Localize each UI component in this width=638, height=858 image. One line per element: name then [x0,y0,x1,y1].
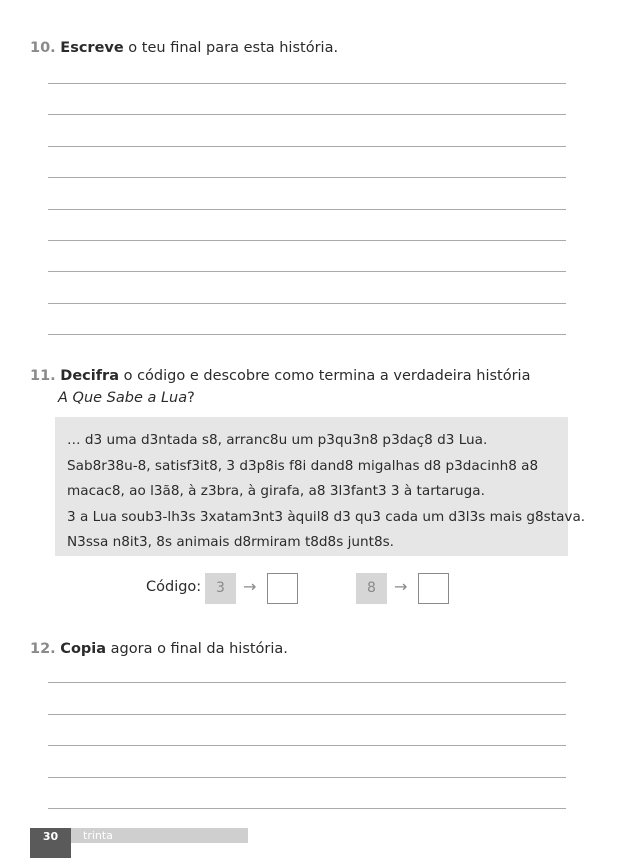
question-number: 10. [30,40,56,56]
book-title: A Que Sabe a Lua [58,390,188,406]
question-number: 11. [30,368,56,384]
book-title-line [30,387,530,409]
decoded-letter-box[interactable] [418,573,449,604]
question-10 [30,37,338,59]
page-number-word: trinta [71,828,248,843]
decoded-letter-box[interactable] [267,573,298,604]
writing-line[interactable] [48,146,566,147]
book-title-suffix: ? [187,390,195,406]
writing-line[interactable] [48,714,566,715]
question-text: o código e descobre como termina a verdadeira história [118,368,531,384]
coded-line: Sab8r38u-8, satisf3it8, 3 d3p8is f8i dand8 migalhas d8 p3dacinh8 a8 [67,457,539,474]
writing-line[interactable] [48,682,566,683]
writing-line[interactable] [48,271,566,272]
question-11 [30,365,530,409]
writing-line[interactable] [48,177,566,178]
coded-digit: 3 [205,573,236,604]
writing-line[interactable] [48,114,566,115]
writing-line[interactable] [48,303,566,304]
question-text: agora o final da história. [106,641,288,657]
question-number: 12. [30,641,56,657]
coded-line: 3 a Lua soub3-lh3s 3xatam3nt3 àquil8 d3 qu3 cada um d3l3s mais g8stava. [67,508,586,525]
writing-line[interactable] [48,209,566,210]
question-verb: Copia [60,641,107,657]
coded-line: … d3 uma d3ntada s8, arranc8u um p3qu3n8 p3daç8 d3 Lua. [67,432,488,448]
writing-line[interactable] [48,334,566,335]
coded-line: macac8, ao l3ã8, à z3bra, à girafa, a8 3l3fant3 3 à tartaruga. [67,483,485,499]
writing-line[interactable] [48,777,566,778]
coded-line: N3ssa n8it3, 8s animais d8rmiram t8d8s junt8s. [67,534,394,550]
question-verb: Decifra [60,368,119,384]
writing-line[interactable] [48,745,566,746]
question-verb: Escreve [60,40,124,56]
writing-line[interactable] [48,808,566,809]
coded-text-box [55,417,586,556]
page-number: 30 [30,828,71,858]
code-label: Código: [146,579,202,595]
writing-line[interactable] [48,240,566,241]
arrow-right-icon: → [243,577,257,596]
arrow-right-icon: → [394,577,408,596]
code-key [0,573,638,605]
question-text: o teu final para esta história. [123,40,339,56]
writing-line[interactable] [48,83,566,84]
coded-digit: 8 [356,573,387,604]
question-12 [30,638,288,660]
